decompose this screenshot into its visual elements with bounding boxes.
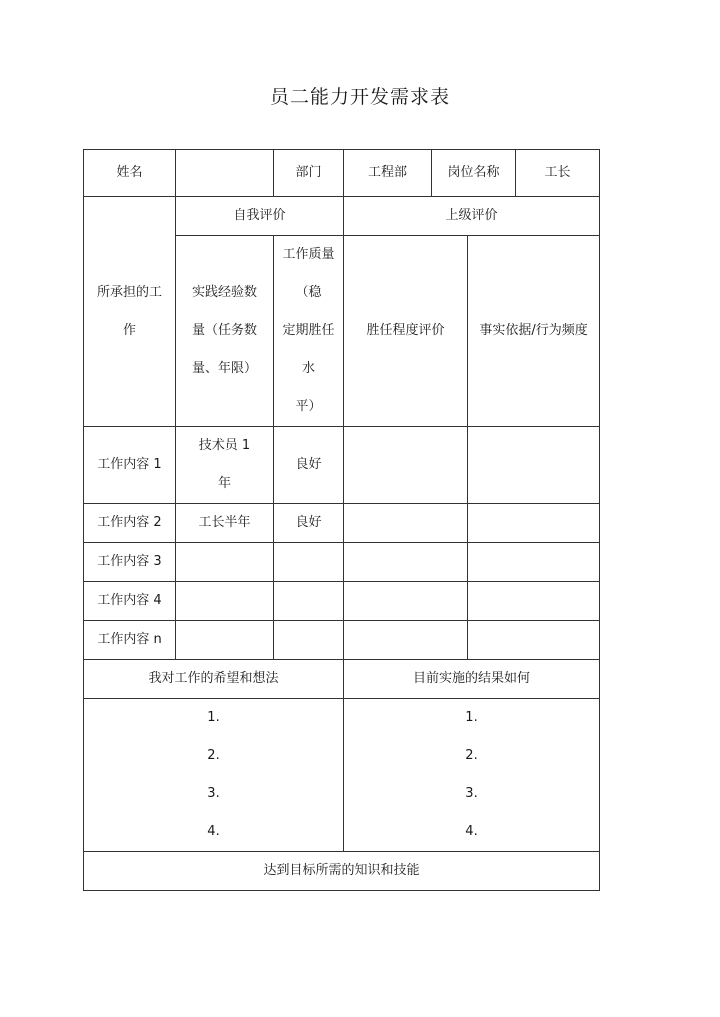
- name-label: 姓名: [84, 150, 176, 197]
- position-label: 岗位名称: [432, 150, 516, 197]
- competence-header: 胜任程度评价: [344, 236, 468, 427]
- competence-cell[interactable]: [344, 504, 468, 543]
- experience-cell-line1: 技术员 1: [198, 438, 251, 453]
- table-row: [84, 621, 600, 660]
- hopes-header: 我对工作的希望和想法: [84, 660, 344, 699]
- skills-header: 达到目标所需的知识和技能: [84, 852, 600, 891]
- quality-cell[interactable]: 良好: [274, 427, 344, 504]
- experience-cell[interactable]: [176, 582, 274, 621]
- table-row: [84, 427, 600, 504]
- list-item: 2.: [465, 748, 478, 763]
- experience-cell[interactable]: 工长半年: [176, 504, 274, 543]
- quality-cell[interactable]: [274, 621, 344, 660]
- competence-cell[interactable]: [344, 582, 468, 621]
- task-cell: 工作内容 n: [84, 621, 176, 660]
- quality-cell[interactable]: 良好: [274, 504, 344, 543]
- list-item: 4.: [207, 824, 220, 839]
- experience-line2: 量（任务数: [191, 323, 257, 338]
- requirements-table: [83, 149, 600, 891]
- results-list[interactable]: [344, 699, 600, 852]
- quality-line3: 平）: [295, 399, 322, 414]
- experience-cell[interactable]: [176, 427, 274, 504]
- task-column-header: [84, 197, 176, 427]
- table-row: [84, 543, 600, 582]
- hopes-list[interactable]: [84, 699, 344, 852]
- dept-value[interactable]: 工程部: [344, 150, 432, 197]
- task-cell: 工作内容 4: [84, 582, 176, 621]
- task-cell: 工作内容 2: [84, 504, 176, 543]
- list-item: 1.: [207, 710, 220, 725]
- list-item: 3.: [465, 786, 478, 801]
- task-cell: 工作内容 1: [84, 427, 176, 504]
- self-eval-header: 自我评价: [176, 197, 344, 236]
- experience-header: [176, 236, 274, 427]
- facts-cell[interactable]: [468, 427, 600, 504]
- quality-cell[interactable]: [274, 582, 344, 621]
- quality-line1: 工作质量（稳: [282, 247, 335, 300]
- task-label-line1: 所承担的工: [96, 284, 162, 300]
- superior-eval-header: 上级评价: [344, 197, 600, 236]
- list-item: 3.: [207, 786, 220, 801]
- dept-label: 部门: [274, 150, 344, 197]
- facts-cell[interactable]: [468, 504, 600, 543]
- name-field[interactable]: [176, 150, 274, 197]
- quality-cell[interactable]: [274, 543, 344, 582]
- task-label-line2: 作: [122, 322, 136, 338]
- facts-header: 事实依据/行为频度: [468, 236, 600, 427]
- competence-cell[interactable]: [344, 621, 468, 660]
- experience-cell[interactable]: [176, 543, 274, 582]
- results-header: 目前实施的结果如何: [344, 660, 600, 699]
- table-row: [84, 582, 600, 621]
- quality-line2: 定期胜任水: [282, 323, 335, 376]
- page-title: 员二能力开发需求表: [269, 86, 450, 108]
- list-item: 4.: [465, 824, 478, 839]
- list-item: 1.: [465, 710, 478, 725]
- facts-cell[interactable]: [468, 621, 600, 660]
- quality-header: [274, 236, 344, 427]
- position-value[interactable]: 工长: [516, 150, 600, 197]
- experience-line3: 量、年限）: [191, 361, 257, 376]
- experience-cell-line2: 年: [217, 476, 231, 491]
- experience-line1: 实践经验数: [191, 285, 257, 300]
- facts-cell[interactable]: [468, 543, 600, 582]
- competence-cell[interactable]: [344, 427, 468, 504]
- task-cell: 工作内容 3: [84, 543, 176, 582]
- list-item: 2.: [207, 748, 220, 763]
- facts-cell[interactable]: [468, 582, 600, 621]
- table-row: [84, 504, 600, 543]
- experience-cell[interactable]: [176, 621, 274, 660]
- competence-cell[interactable]: [344, 543, 468, 582]
